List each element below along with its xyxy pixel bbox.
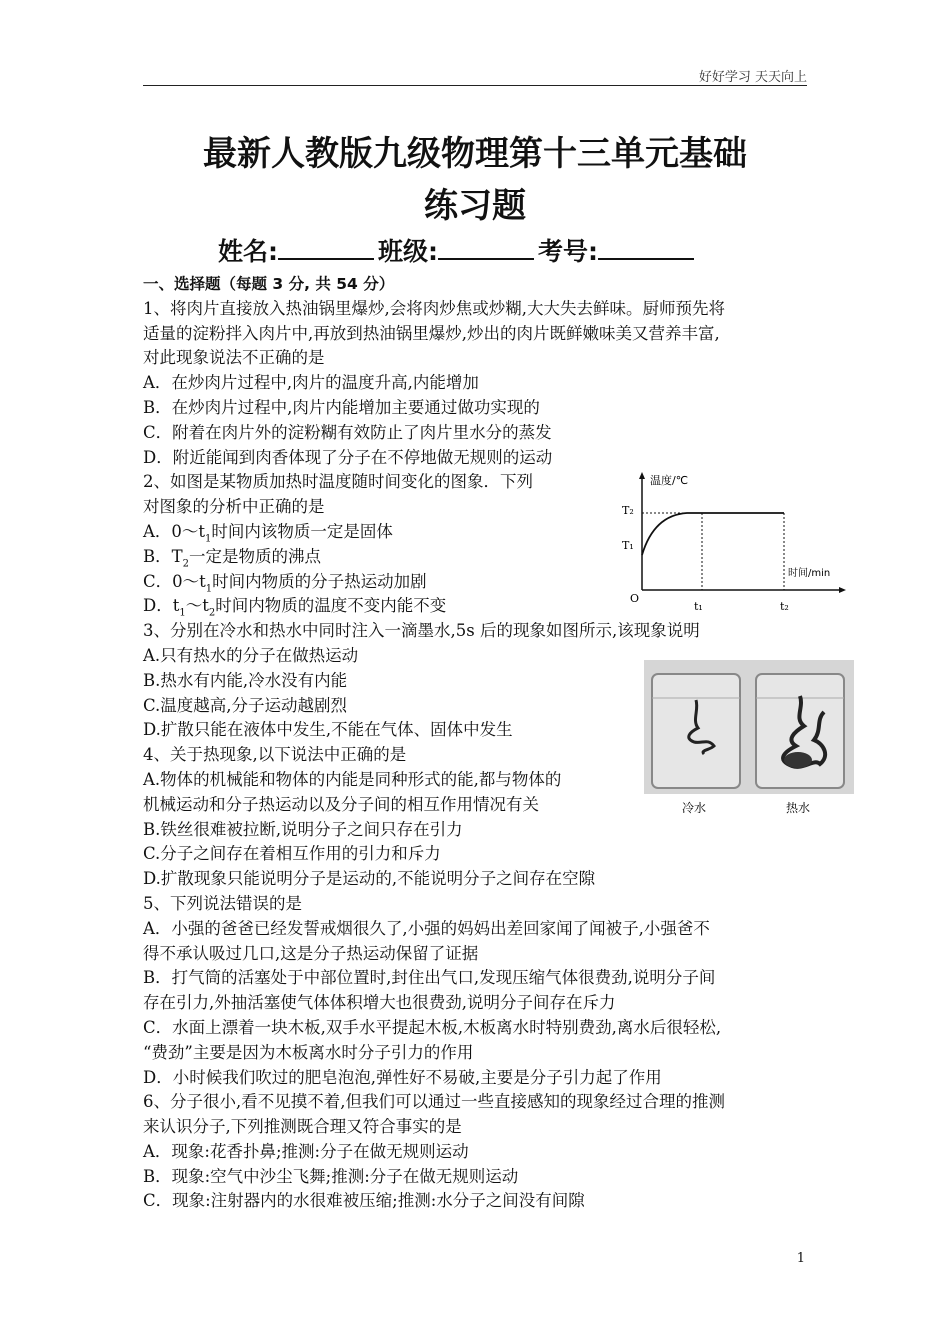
graph-curve [642, 513, 784, 555]
q5-option-a-2: 得不承认吸过几口,这是分子热运动保留了证据 [143, 943, 479, 963]
q2c-pre: C．0～t [143, 571, 206, 591]
section-heading: 一、选择题（每题 3 分, 共 54 分） [143, 275, 395, 293]
q3-option-d: D.扩散只能在液体中发生,不能在气体、固体中发生 [143, 720, 513, 740]
page-title: 最新人教版九级物理第十三单元基础 [203, 134, 747, 174]
class-blank[interactable] [438, 236, 534, 260]
graph-y-arrow [639, 472, 645, 479]
class-label: 班级: [378, 237, 438, 266]
graph-t1-label: T₁ [622, 539, 634, 552]
q1-stem-1: 1、将肉片直接放入热油锅里爆炒,会将肉炒焦或炒糊,大大失去鲜味。厨师预先将 [143, 298, 725, 318]
hot-ink-blob [784, 752, 812, 768]
q3-option-a: A.只有热水的分子在做热运动 [143, 645, 359, 665]
header-motto: 好好学习 天天向上 [698, 70, 807, 85]
hot-water-label: 热水 [786, 801, 811, 815]
id-blank[interactable] [598, 236, 694, 260]
q1-option-c: C．附着在肉片外的淀粉糊有效防止了肉片里水分的蒸发 [143, 422, 552, 442]
q5-option-b-1: B．打气筒的活塞处于中部位置时,封住出气口,发现压缩气体很费劲,说明分子间 [143, 968, 716, 988]
q4-option-b: B.铁丝很难被拉断,说明分子之间只存在引力 [143, 819, 463, 839]
q3-stem: 3、分别在冷水和热水中同时注入一滴墨水,5s 后的现象如图所示,该现象说明 [143, 621, 700, 641]
q2d-post: 时间内物质的温度不变内能不变 [215, 596, 447, 616]
q5-option-a-1: A．小强的爸爸已经发誓戒烟很久了,小强的妈妈出差回家闻了闻被子,小强爸不 [143, 918, 710, 938]
q2a-post: 时间内该物质一定是固体 [211, 521, 393, 541]
q6-option-a: A．现象:花香扑鼻;推测:分子在做无规则运动 [143, 1141, 469, 1161]
graph-t2-label: T₂ [622, 504, 634, 517]
student-info-line [218, 232, 698, 268]
q4-option-a-1: A.物体的机械能和物体的内能是同种形式的能,都与物体的 [143, 769, 562, 789]
name-label: 姓名: [218, 237, 278, 266]
q2c-post: 时间内物质的分子热运动加剧 [212, 571, 427, 591]
page-number: 1 [796, 1251, 805, 1266]
q1-option-b: B．在炒肉片过程中,肉片内能增加主要通过做功实现的 [143, 397, 540, 417]
q1-stem-3: 对此现象说法不正确的是 [143, 348, 325, 368]
q2d-sub: 1 [179, 607, 186, 619]
q1-option-a: A．在炒肉片过程中,肉片的温度升高,内能增加 [143, 373, 479, 393]
temperature-time-graph [622, 470, 852, 620]
q2d-pre: D．t [143, 596, 180, 616]
q2c-sub: 1 [205, 582, 213, 594]
q2-stem-1: 2、如图是某物质加热时温度随时间变化的图象．下列 [143, 472, 533, 492]
q1-stem-2: 适量的淀粉拌入肉片中,再放到热油锅里爆炒,炒出的肉片既鲜嫩味美又营养丰富, [143, 323, 720, 343]
graph-x-arrow [839, 587, 846, 593]
q4-option-a-2: 机械运动和分子热运动以及分子间的相互作用情况有关 [143, 794, 539, 814]
q4-stem: 4、关于热现象,以下说法中正确的是 [143, 745, 407, 765]
q5-option-b-2: 存在引力,外抽活塞使气体体积增大也很费劲,说明分子间存在斥力 [143, 993, 616, 1013]
q2-stem-2: 对图象的分析中正确的是 [143, 497, 325, 517]
q5-option-c-1: C．水面上漂着一块木板,双手水平提起木板,木板离水时特别费劲,离水后很轻松, [143, 1017, 722, 1037]
q6-option-c: C．现象:注射器内的水很难被压缩;推测:水分子之间没有间隙 [143, 1191, 585, 1211]
id-label: 考号: [538, 237, 598, 266]
q6-stem-1: 6、分子很小,看不见摸不着,但我们可以通过一些直接感知的现象经过合理的推测 [143, 1092, 725, 1112]
graph-x1-label: t₁ [694, 600, 703, 613]
q2d-mid: ～t [185, 596, 209, 616]
graph-y-label: 温度/℃ [650, 474, 689, 487]
graph-x2-label: t₂ [780, 600, 789, 613]
q2a-pre: A．0～t [143, 521, 206, 541]
page-title-line2: 练习题 [424, 186, 526, 226]
q2b-post: 一定是物质的沸点 [189, 546, 322, 566]
q2b-sub: 2 [182, 558, 190, 570]
q2d-sub2: 2 [208, 607, 216, 619]
q2a-sub: 1 [205, 533, 212, 545]
q2b-pre: B．T [143, 546, 183, 566]
name-blank[interactable] [278, 236, 374, 260]
q4-option-c: C.分子之间存在着相互作用的引力和斥力 [143, 844, 441, 864]
q1-option-d: D．附近能闻到肉香体现了分子在不停地做无规则的运动 [143, 447, 553, 467]
q6-stem-2: 来认识分子,下列推测既合理又符合事实的是 [143, 1117, 462, 1137]
q5-option-c-2: “费劲”主要是因为木板离水时分子引力的作用 [143, 1042, 474, 1062]
cold-water-beaker [652, 674, 740, 788]
q6-option-b: B．现象:空气中沙尘飞舞;推测:分子在做无规则运动 [143, 1166, 519, 1186]
q3-option-c: C.温度越高,分子运动越剧烈 [143, 695, 348, 715]
cold-water-label: 冷水 [682, 801, 707, 815]
header-rule [143, 85, 807, 86]
graph-x-label: 时间/min [788, 568, 831, 579]
graph-origin-label: O [630, 592, 640, 605]
q5-stem: 5、下列说法错误的是 [143, 893, 302, 913]
beakers-photo [644, 660, 854, 818]
q4-option-d: D.扩散现象只能说明分子是运动的,不能说明分子之间存在空隙 [143, 869, 596, 889]
q3-option-b: B.热水有内能,冷水没有内能 [143, 670, 348, 690]
q5-option-d: D．小时候我们吹过的肥皂泡泡,弹性好不易破,主要是分子引力起了作用 [143, 1067, 662, 1087]
